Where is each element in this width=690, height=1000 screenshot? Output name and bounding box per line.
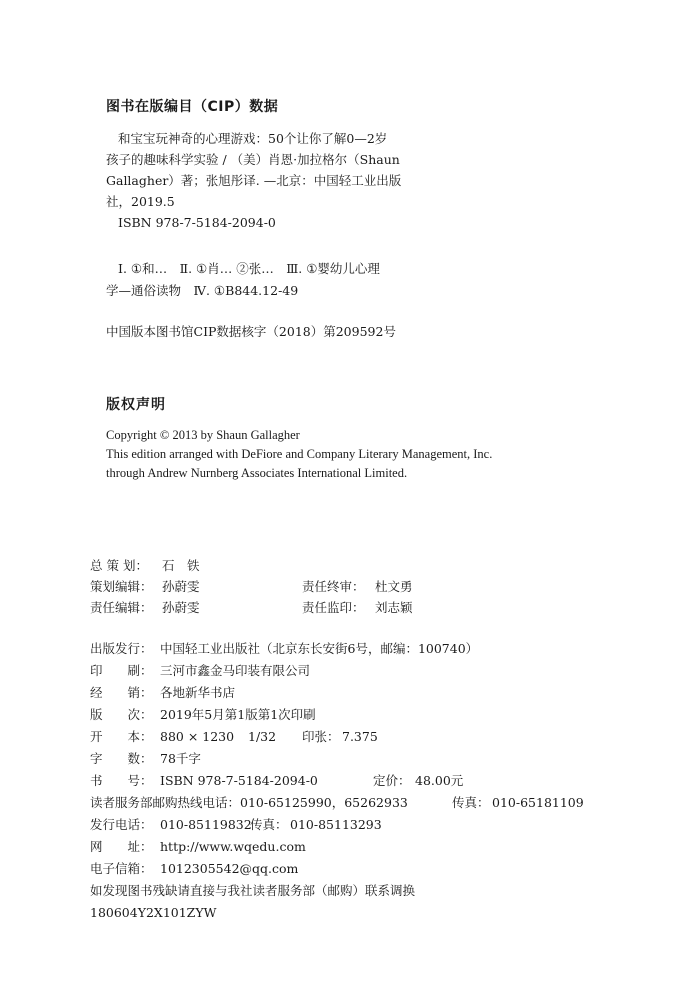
printer-label: 印 刷： [90,663,153,678]
cip-isbn: ISBN 978-7-5184-2094-0 [118,215,276,230]
format-size: 880 × 1230 [160,729,235,744]
fax: 010-85113293 [290,817,382,832]
words: 78千字 [160,751,201,766]
editor-label: 责任编辑： [90,600,153,615]
format-fold: 1/32 [248,729,277,744]
website-label: 网 址： [90,839,153,854]
planning-editor-label: 策划编辑： [90,579,153,594]
distributor-row [90,682,660,704]
website: http://www.wqedu.com [160,839,306,854]
words-row [90,748,660,770]
sheets-label: 印张： [302,729,340,744]
print-supervisor-label: 责任监印： [302,600,365,615]
publisher-label: 出版发行： [90,641,153,656]
website-row [90,836,660,858]
distributor: 各地新华书店 [160,685,236,700]
credit-row [90,555,650,576]
cip-class-line: 学—通俗读物 Ⅳ. ①B844.12-49 [106,283,299,298]
editor: 孙蔚雯 [162,600,200,615]
printer-row [90,660,660,682]
printer: 三河市鑫金马印装有限公司 [160,663,311,678]
credits-block [90,555,650,618]
print-supervisor: 刘志颖 [375,600,413,615]
distribution-phone-label: 发行电话： [90,817,153,832]
copyright-line: This edition arranged with DeFiore and Company Literary Management, Inc. [106,447,493,461]
copyright-heading: 版权声明 [106,397,166,413]
format-label: 开 本： [90,729,153,744]
final-reviewer: 杜文勇 [375,579,413,594]
email-row [90,858,660,880]
cip-classification [106,258,626,302]
publisher-row [90,638,660,660]
price-label: 定价： [373,773,411,788]
print-code: 180604Y2X101ZYW [90,905,217,920]
credit-row [90,597,650,618]
planning-editor: 孙蔚雯 [162,579,200,594]
edition: 2019年5月第1版第1次印刷 [160,707,316,722]
book-number-row [90,770,660,792]
price: 48.00元 [415,773,464,788]
cip-record-number: 中国版本图书馆CIP数据核字（2018）第209592号 [106,324,396,339]
copyright-line: Copyright © 2013 by Shaun Gallagher [106,428,300,442]
chief-planner: 石 铁 [162,558,200,573]
chief-planner-label: 总 策 划： [90,558,148,573]
cip-heading: 图书在版编目（CIP）数据 [106,99,279,115]
copyright-statement [106,426,646,483]
hotline: 010-65125990，65262933 [240,795,408,810]
edition-row [90,704,660,726]
distributor-label: 经 销： [90,685,153,700]
distribution-phone-row [90,814,660,836]
words-label: 字 数： [90,751,153,766]
cip-line: Gallagher）著；张旭彤译. —北京：中国轻工业出版 [106,173,402,188]
distribution-phone: 010-85119832 [160,817,252,832]
sheets: 7.375 [342,729,378,744]
credit-row [90,576,650,597]
copyright-line: through Andrew Nurnberg Associates International Limited. [106,466,408,480]
cip-line: 和宝宝玩神奇的心理游戏：50个让你了解0—2岁 [118,131,388,146]
cip-entry [106,128,626,233]
publisher: 中国轻工业出版社（北京东长安街6号，邮编：100740） [160,641,479,656]
cip-line: 孩子的趣味科学实验 / （美）肖恩·加拉格尔（Shaun [106,152,400,167]
fax-label: 传真： [452,795,490,810]
hotline-row [90,792,660,814]
book-number-label: 书 号： [90,773,153,788]
fax-label: 传真： [250,817,288,832]
final-reviewer-label: 责任终审： [302,579,365,594]
replacement-notice: 如发现图书残缺请直接与我社读者服务部（邮购）联系调换 [90,883,416,898]
email: 1012305542@qq.com [160,861,299,876]
hotline-label: 读者服务部邮购热线电话： [90,795,241,810]
format-row [90,726,660,748]
fax: 010-65181109 [492,795,584,810]
cip-line: 社，2019.5 [106,194,175,209]
book-number: ISBN 978-7-5184-2094-0 [160,773,318,788]
cip-class-line: Ⅰ. ①和… Ⅱ. ①肖… ②张… Ⅲ. ①婴幼儿心理 [118,261,380,276]
email-label: 电子信箱： [90,861,153,876]
publication-info [90,638,660,924]
edition-label: 版 次： [90,707,153,722]
